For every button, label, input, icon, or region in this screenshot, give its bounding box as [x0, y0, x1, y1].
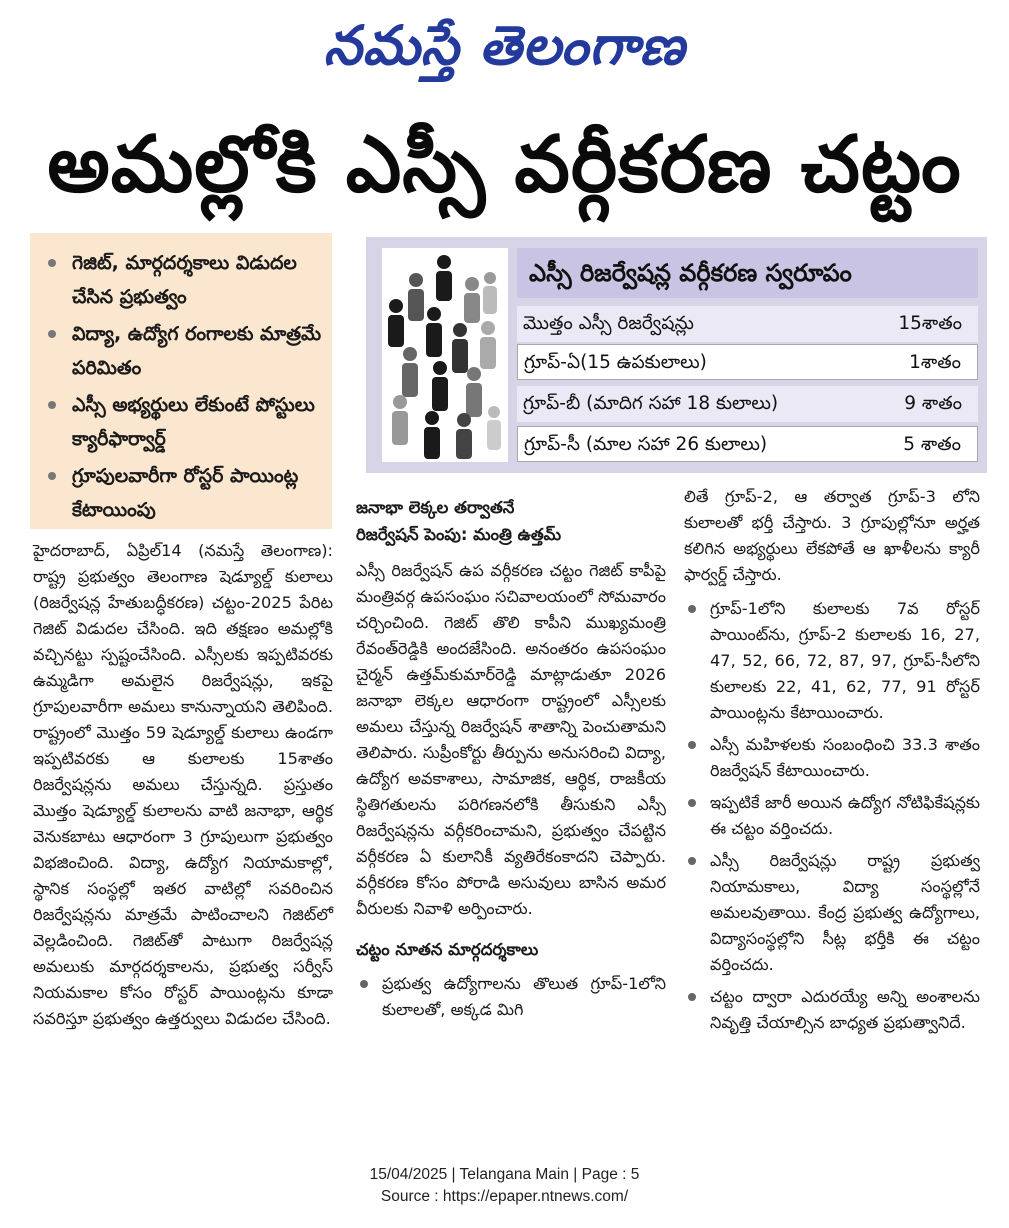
guideline-text: గ్రూప్-1లోని కులాలకు 7వ రోస్టర్ పాయింట్‌ను, గ్రూప్-2 కులాలకు 16, 27, 47, 52, 66, 72, 87, 97, గ్రూప్-సీలోని కులాలకు 22, 41, 62, 77, 91 రోస్టర్ పాయింట్లను కేటాయించారు.: [710, 599, 980, 722]
bullet-icon: [688, 799, 696, 807]
highlight-item: [48, 247, 322, 314]
bullet-icon: [688, 857, 696, 865]
highlight-item: [48, 389, 322, 456]
guideline-item: [684, 790, 980, 842]
guideline-text: ఎస్సీ మహిళలకు సంబంధించి 33.3 శాతం రిజర్వేషన్ కేటాయించారు.: [710, 735, 980, 780]
article-paragraph: లితే గ్రూప్-2, ఆ తర్వాత గ్రూప్-3 లోని కులాలతో భర్తీ చేస్తారు. 3 గ్రూపుల్లోనూ అర్హత కలిగిన అభ్యర్థులు లేకపోతే ఆ ఖాళీలను క్యారీ ఫార్వర్డ్ చేస్తారు.: [684, 487, 980, 584]
row-label: గ్రూప్-బీ (మాదిగ సహా 18 కులాలు): [523, 393, 779, 414]
guideline-item: [684, 596, 980, 726]
row-label: గ్రూప్-సీ (మాల సహా 26 కులాలు): [524, 434, 768, 455]
bullet-icon: [688, 993, 696, 1001]
table-row: [517, 426, 978, 462]
source-link[interactable]: Source : https://epaper.ntnews.com/: [380, 1188, 629, 1205]
row-value: 9 శాతం: [904, 393, 962, 414]
article-column-3: [684, 484, 980, 1042]
row-value: 1శాతం: [909, 352, 961, 373]
table-row: [517, 386, 978, 422]
bullet-icon: [360, 980, 368, 988]
table-title: ఎస్సీ రిజర్వేషన్ల వర్గీకరణ స్వరూపం: [517, 248, 978, 298]
guideline-item: [684, 732, 980, 784]
article-column-2: [356, 494, 666, 1029]
bullet-icon: [48, 330, 56, 338]
article-paragraph: హైదరాబాద్, ఏప్రిల్14 (నమస్తే తెలంగాణ): రాష్ట్ర ప్రభుత్వం తెలంగాణ షెడ్యూల్డ్ కులాలు (రిజర్వేషన్ల హేతుబద్ధీకరణ) చట్టం-2025 పేరిట గెజిట్ విడుదల చేసింది. ఇది తక్షణం అమల్లోకి వచ్చినట్టు స్పష్టంచేసింది. ఎస్సీలకు ఇప్పటివరకు ఉమ్మడిగా అమలైన రిజర్వేషన్లు, ఇకపై గ్రూపులవారీగా అమలు కానున్నాయని తెలిపింది. రాష్ట్రంలో మొత్తం 59 షెడ్యూల్డ్ కులాలు ఉండగా ఇప్పటివరకు ఆ కులాలకు 15శాతం రిజర్వేషన్లను అమలు చేస్తున్నది. ప్రస్తుతం మొత్తం షెడ్యూల్డ్ కులాలను వాటి జనాభా, ఆర్థిక వెనుకబాటు ఆధారంగా 3 గ్రూపులుగా ప్రభుత్వం విభజించింది. విద్యా, ఉద్యోగ నియామకాల్లో, స్థానిక సంస్థల్లో ఇతర వాటిల్లో సవరించిన రిజర్వేషన్లను మాత్రమే పాటించాలని గెజిట్‌లో వెల్లడించింది. గెజిట్‌తో పాటుగా రిజర్వేషన్ల అమలుకు మార్గదర్శకాలను, ప్రభుత్వ సర్వీస్ నియమకాల కోసం రోస్టర్ పాయింట్లను కూడా సవరిస్తూ ప్రభుత్వం ఉత్తర్వులు విడుదల చేసింది.: [33, 541, 333, 1028]
guideline-item: [356, 971, 666, 1023]
highlight-text: విద్యా, ఉద్యోగ రంగాలకు మాత్రమే పరిమితం: [72, 323, 322, 379]
highlights-box: [30, 233, 332, 529]
bullet-icon: [48, 472, 56, 480]
row-value: 15శాతం: [898, 313, 962, 334]
edition-info: 15/04/2025 | Telangana Main | Page : 5: [369, 1166, 640, 1183]
highlight-text: ఎస్సీ అభ్యర్థులు లేకుంటే పోస్టులు క్యారీఫార్వార్డ్: [72, 394, 315, 450]
subheading: చట్టం నూతన మార్గదర్శకాలు: [356, 940, 539, 959]
people-illustration: [382, 248, 508, 462]
row-label: గ్రూప్-ఏ(15 ఉపకులాలు): [524, 352, 707, 373]
highlight-item: [48, 460, 322, 527]
article-column-1: [33, 538, 333, 1032]
bullet-icon: [688, 741, 696, 749]
article-paragraph: ఎస్సీ రిజర్వేషన్ ఉప వర్గీకరణ చట్టం గెజిట్ కాపీపై మంత్రివర్గ ఉపసంఘం సచివాలయంలో సోమవారం చర్చించింది. గెజిట్ తొలి కాపీని ముఖ్యమంత్రి రేవంత్‌రెడ్డికి అందజేసింది. అనంతరం ఉపసంఘం చైర్మన్ ఉత్తమ్‌కుమార్‌రెడ్డి మాట్లాడుతూ 2026 జనాభా లెక్కల ఆధారంగా రాష్ట్రంలో ఎస్సీలకు అమలు చేస్తున్న రిజర్వేషన్ శాతాన్ని పెంచుతామని తెలిపారు. సుప్రీంకోర్టు తీర్పును అనుసరించి విద్యా, ఉద్యోగ అవకాశాలు, సామాజిక, ఆర్థిక, రాజకీయ స్థితిగతులను పరిగణనలోకి తీసుకుని ఎస్సీ రిజర్వేషన్లను వర్గీకరించామని, ప్రభుత్వం చేపట్టిన వర్గీకరణ ఏ కులానికీ వ్యతిరేకంకాదని చెప్పారు. వర్గీకరణ కోసం పోరాడి అసువులు బాసిన అమర వీరులకు నివాళి అర్పించారు.: [356, 561, 666, 918]
newspaper-masthead: నమస్తే తెలంగాణ: [323, 13, 686, 77]
article-headline: అమల్లోకి ఎస్సీ వర్గీకరణ చట్టం: [47, 120, 962, 210]
highlight-item: [48, 318, 322, 385]
table-row: [517, 344, 978, 380]
page-footer: [0, 1164, 1009, 1208]
bullet-icon: [48, 401, 56, 409]
guideline-text: ఎస్సీ రిజర్వేషన్లు రాష్ట్ర ప్రభుత్వ నియామకాలు, విద్యా సంస్థల్లోనే అమలవుతాయి. కేంద్ర ప్రభుత్వ ఉద్యోగాలు, విద్యాసంస్థల్లోని సీట్ల భర్తీకి ఈ చట్టం వర్తించదు.: [710, 851, 980, 974]
row-value: 5 శాతం: [903, 434, 961, 455]
subheading: రిజర్వేషన్ పెంపు: మంత్రి ఉత్తమ్: [356, 525, 562, 544]
bullet-icon: [48, 259, 56, 267]
subheading: జనాభా లెక్కల తర్వాతనే: [356, 498, 515, 517]
row-label: మొత్తం ఎస్సీ రిజర్వేషన్లు: [523, 313, 694, 334]
guideline-item: [684, 848, 980, 978]
guideline-text: చట్టం ద్వారా ఎదురయ్యే అన్ని అంశాలను నివృత్తి చేయాల్సిన బాధ్యత ప్రభుత్వానిదే.: [710, 987, 980, 1032]
guideline-text: ఇప్పటికే జారీ అయిన ఉద్యోగ నోటిఫికేషన్లకు ఈ చట్టం వర్తించదు.: [710, 793, 980, 838]
table-row: [517, 306, 978, 342]
highlight-text: గ్రూపులవారీగా రోస్టర్ పాయింట్ల కేటాయింపు: [72, 465, 299, 521]
bullet-icon: [688, 605, 696, 613]
guideline-text: ప్రభుత్వ ఉద్యోగాలను తొలుత గ్రూప్-1లోని కులాలతో, అక్కడ మిగి: [382, 974, 666, 1019]
highlight-text: గెజిట్, మార్గదర్శకాలు విడుదల చేసిన ప్రభుత్వం: [72, 252, 297, 308]
guideline-item: [684, 984, 980, 1036]
